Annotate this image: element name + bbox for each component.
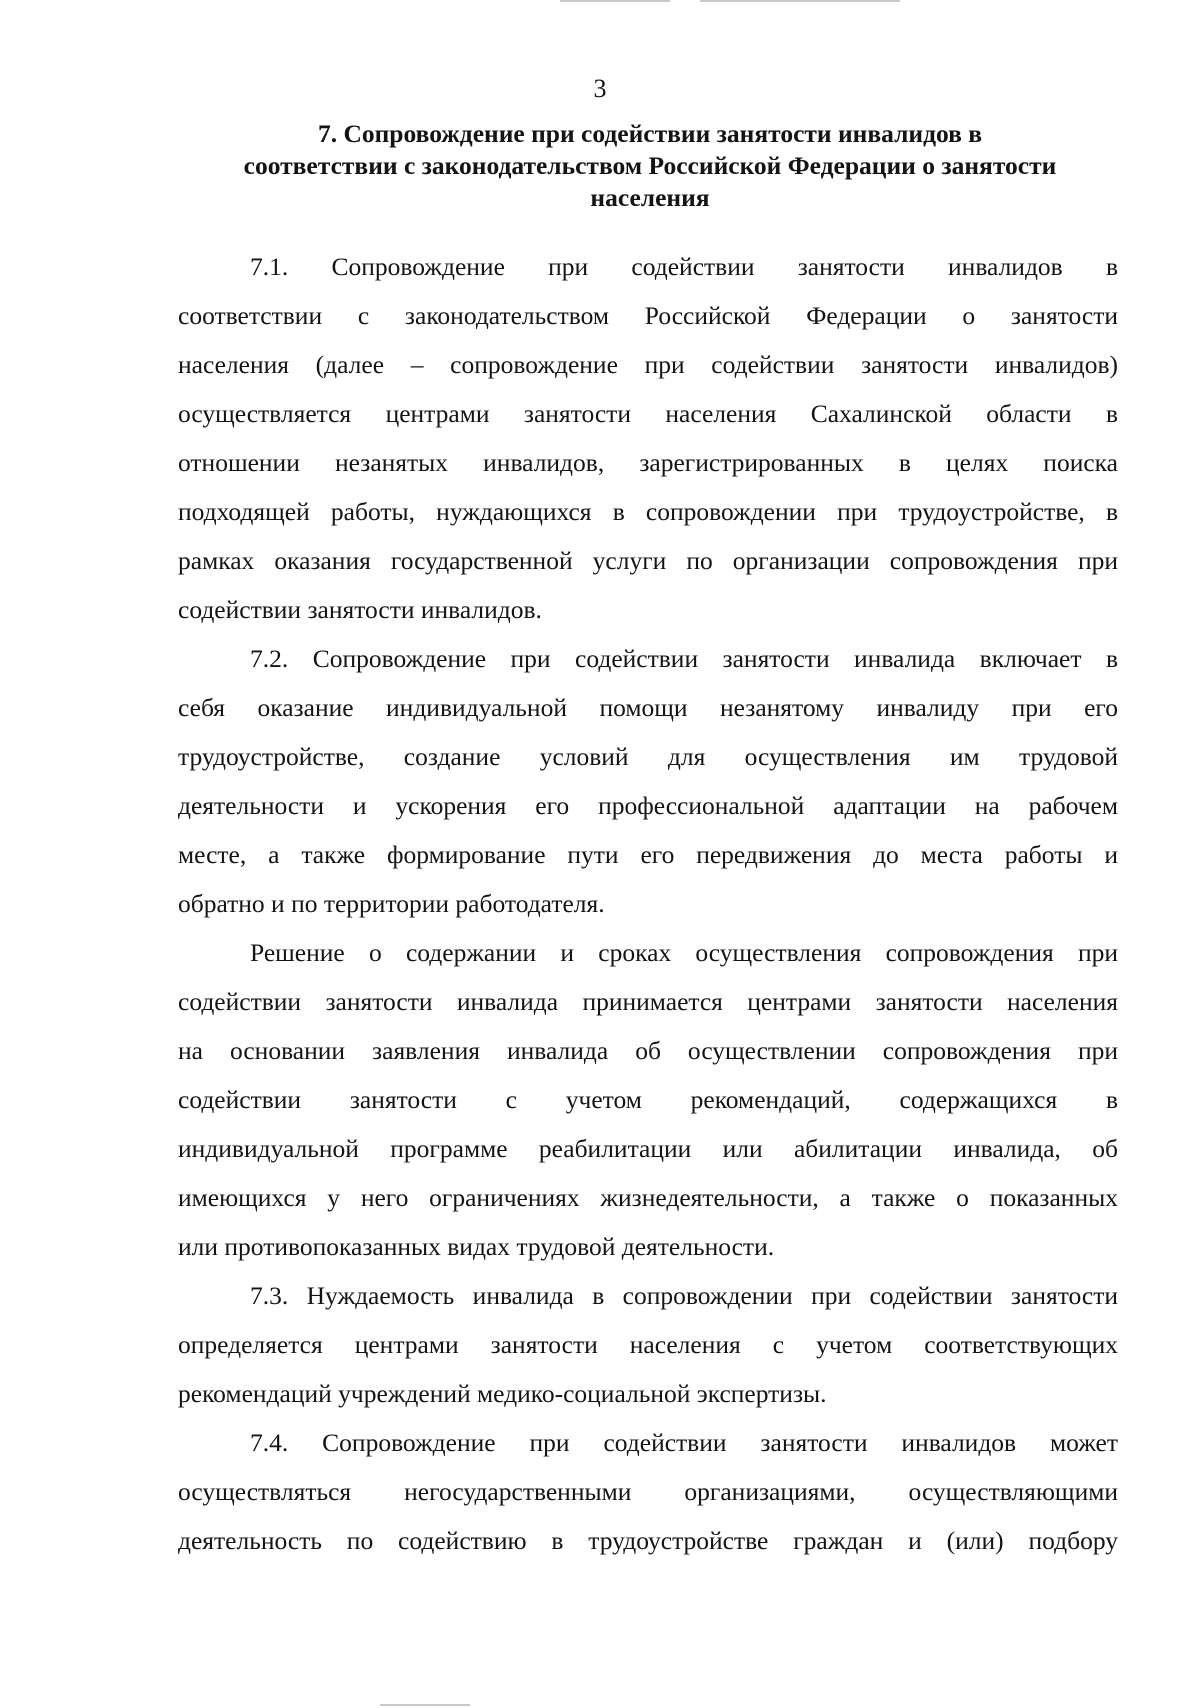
text-line: отношении незанятых инвалидов, зарегистрированных в целях поиска [178,448,1118,477]
text-line: трудоустройстве, создание условий для осуществления им трудовой [178,742,1118,771]
paragraph-decision [178,928,1118,1271]
text-line: содействии занятости инвалидов. [178,595,542,624]
text-line: себя оказание индивидуальной помощи незанятому инвалиду при его [178,693,1118,722]
paragraph-7-3 [178,1271,1118,1418]
section-title-line: 7. Сопровождение при содействии занятости инвалидов в [317,119,983,148]
document-body [178,242,1118,1565]
scan-edge-mark [560,0,670,2]
text-line: или противопоказанных видах трудовой деятельности. [178,1232,775,1261]
section-title-line: соответствии с законодательством Российской Федерации о занятости [243,151,1057,180]
text-line: 7.1. Сопровождение при содействии занятости инвалидов в [250,252,1118,281]
text-line: имеющихся у него ограничениях жизнедеятельности, а также о показанных [178,1183,1118,1212]
page-number: 3 [593,74,607,103]
text-line: соответствии с законодательством Российской Федерации о занятости [178,301,1118,330]
text-line: деятельность по содействию в трудоустройстве граждан и (или) подбору [178,1526,1118,1555]
text-line: Решение о содержании и сроках осуществления сопровождения при [250,938,1118,967]
text-line: рамках оказания государственной услуги по организации сопровождения при [178,546,1118,575]
text-line: осуществляется центрами занятости населения Сахалинской области в [178,399,1118,428]
text-line: 7.2. Сопровождение при содействии занятости инвалида включает в [250,644,1118,673]
text-line: деятельности и ускорения его профессиональной адаптации на рабочем [178,791,1118,820]
text-line: содействии занятости с учетом рекомендаций, содержащихся в [178,1085,1118,1114]
text-line: содействии занятости инвалида принимается центрами занятости населения [178,987,1118,1016]
text-line: рекомендаций учреждений медико-социальной экспертизы. [178,1379,827,1408]
section-title [180,118,1120,214]
text-line: осуществляться негосударственными организациями, осуществляющими [178,1477,1118,1506]
text-line: месте, а также формирование пути его передвижения до места работы и [178,840,1118,869]
paragraph-7-2 [178,634,1118,928]
text-line: индивидуальной программе реабилитации или абилитации инвалида, об [178,1134,1118,1163]
scan-edge-mark [380,1704,470,1706]
text-line: 7.3. Нуждаемость инвалида в сопровождении при содействии занятости [250,1281,1118,1310]
section-title-line: населения [590,183,710,212]
text-line: обратно и по территории работодателя. [178,889,605,918]
scan-edge-mark [700,0,900,2]
paragraph-7-1 [178,242,1118,634]
text-line: 7.4. Сопровождение при содействии занятости инвалидов может [250,1428,1118,1457]
paragraph-7-4 [178,1418,1118,1565]
text-line: подходящей работы, нуждающихся в сопровождении при трудоустройстве, в [178,497,1118,526]
text-line: определяется центрами занятости населения с учетом соответствующих [178,1330,1118,1359]
text-line: на основании заявления инвалида об осуществлении сопровождения при [178,1036,1118,1065]
text-line: населения (далее – сопровождение при содействии занятости инвалидов) [178,350,1118,379]
